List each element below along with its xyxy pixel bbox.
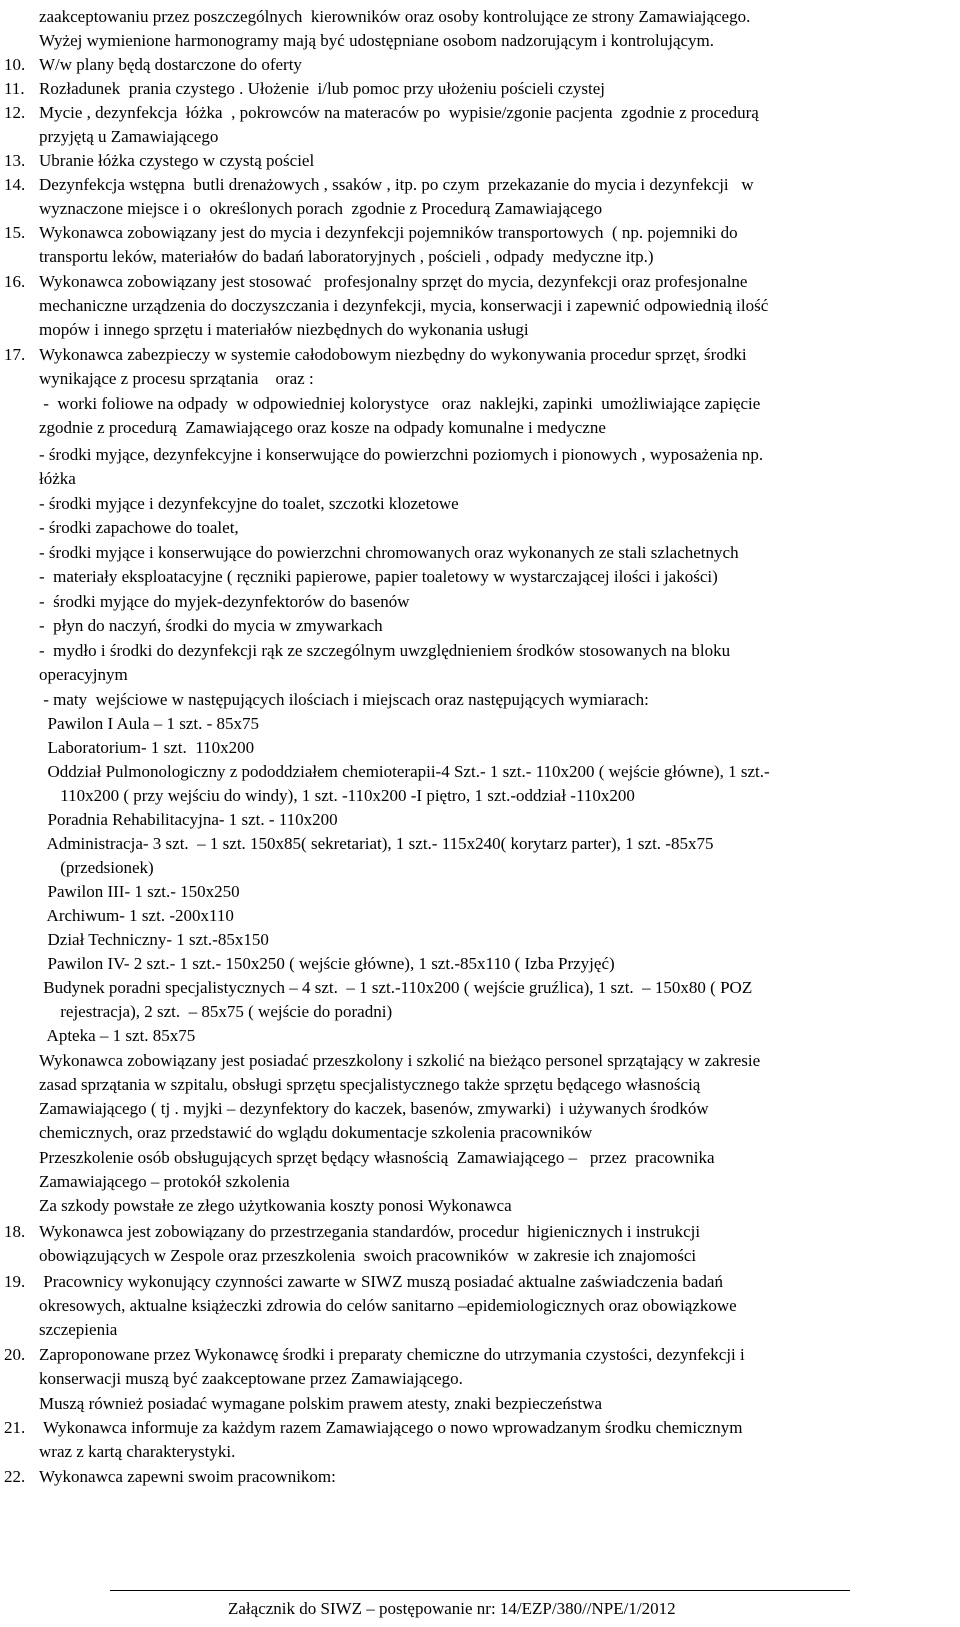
text-line: (przedsionek): [39, 858, 154, 877]
list-number: 12.: [4, 103, 26, 122]
text-line: okresowych, aktualne książeczki zdrowia do celów sanitarno –epidemiologicznych oraz obowiązkowe: [39, 1296, 737, 1315]
footer-text: Załącznik do SIWZ – postępowanie nr: 14/EZP/380//NPE/1/2012: [228, 1599, 676, 1618]
text-line: - środki myjące do myjek-dezynfektorów do basenów: [39, 592, 410, 611]
list-number: 10.: [4, 55, 26, 74]
text-line: obowiązujących w Zespole oraz przeszkolenia swoich pracowników w zakresie ich znajomości: [39, 1246, 697, 1265]
text-line: wyznaczone miejsce i o określonych porach zgodnie z Procedurą Zamawiającego: [39, 199, 603, 218]
text-line: - płyn do naczyń, środki do mycia w zmywarkach: [39, 616, 383, 635]
text-line: Pawilon III- 1 szt.- 150x250: [39, 882, 240, 901]
text-line: - środki myjące i dezynfekcyjne do toalet, szczotki klozetowe: [39, 494, 459, 513]
text-line: Oddział Pulmonologiczny z pododdziałem chemioterapii-4 Szt.- 1 szt.- 110x200 ( wejście główne), 1 szt.-: [39, 762, 770, 781]
text-line: chemicznych, oraz przedstawić do wglądu dokumentacje szkolenia pracowników: [39, 1123, 593, 1142]
text-line: Mycie , dezynfekcja łóżka , pokrowców na materaców po wypisie/zgonie pacjenta zgodnie z procedurą: [39, 103, 759, 122]
text-line: szczepienia: [39, 1320, 118, 1339]
text-line: Zamawiającego ( tj . myjki – dezynfektory do kaczek, basenów, zmywarki) i używanych środków: [39, 1099, 709, 1118]
text-line: Muszą również posiadać wymagane polskim prawem atesty, znaki bezpieczeństwa: [39, 1394, 602, 1413]
text-line: Pawilon I Aula – 1 szt. - 85x75: [39, 714, 260, 733]
text-line: operacyjnym: [39, 665, 128, 684]
text-line: 110x200 ( przy wejściu do windy), 1 szt. -110x200 -I piętro, 1 szt.-oddział -110x200: [39, 786, 635, 805]
footer-rule: [150, 1590, 850, 1591]
text-line: mechaniczne urządzenia do doczyszczania i dezynfekcji, mycia, konserwacji i zapewnić odpowiednią ilość: [39, 296, 769, 315]
list-number: 21.: [4, 1418, 26, 1437]
text-line: - środki myjące i konserwujące do powierzchni chromowanych oraz wykonanych ze stali szlachetnych: [39, 543, 739, 562]
text-line: Zamawiającego – protokół szkolenia: [39, 1172, 290, 1191]
text-line: - worki foliowe na odpady w odpowiedniej kolorystyce oraz naklejki, zapinki umożliwiające zapięcie: [39, 394, 761, 413]
text-line: Wykonawca jest zobowiązany do przestrzegania standardów, procedur higienicznych i instrukcji: [39, 1222, 701, 1241]
text-line: konserwacji muszą być zaakceptowane przez Zamawiającego.: [39, 1369, 463, 1388]
list-number: 15.: [4, 223, 26, 242]
text-line: Poradnia Rehabilitacyjna- 1 szt. - 110x200: [39, 810, 338, 829]
text-line: - środki zapachowe do toalet,: [39, 518, 239, 537]
text-line: Za szkody powstałe ze złego użytkowania koszty ponosi Wykonawca: [39, 1196, 512, 1215]
text-line: Pracownicy wykonujący czynności zawarte w SIWZ muszą posiadać aktualne zaświadczenia badań: [39, 1272, 723, 1291]
text-line: wynikające z procesu sprzątania oraz :: [39, 369, 314, 388]
text-line: Wykonawca zabezpieczy w systemie całodobowym niezbędny do wykonywania procedur sprzęt, środki: [39, 345, 747, 364]
text-line: - maty wejściowe w następujących ilościach i miejscach oraz następujących wymiarach:: [39, 690, 649, 709]
text-line: W/w plany będą dostarczone do oferty: [39, 55, 302, 74]
text-line: Przeszkolenie osób obsługujących sprzęt będący własnością Zamawiającego – przez pracownika: [39, 1148, 715, 1167]
list-number: 22.: [4, 1467, 26, 1486]
text-line: - środki myjące, dezynfekcyjne i konserwujące do powierzchni poziomych i pionowych , wyposażenia np.: [39, 445, 764, 464]
text-line: mopów i innego sprzętu i materiałów niezbędnych do wykonania usługi: [39, 320, 529, 339]
text-line: Ubranie łóżka czystego w czystą pościel: [39, 151, 315, 170]
text-line: wraz z kartą charakterystyki.: [39, 1442, 236, 1461]
text-line: Dział Techniczny- 1 szt.-85x150: [39, 930, 269, 949]
text-line: Wyżej wymienione harmonogramy mają być udostępniane osobom nadzorującym i kontrolującym.: [39, 31, 715, 50]
text-line: Pawilon IV- 2 szt.- 1 szt.- 150x250 ( wejście główne), 1 szt.-85x110 ( Izba Przyjęć): [39, 954, 615, 973]
text-line: Laboratorium- 1 szt. 110x200: [39, 738, 255, 757]
text-line: zgodnie z procedurą Zamawiającego oraz kosze na odpady komunalne i medyczne: [39, 418, 606, 437]
text-line: Wykonawca zapewni swoim pracownikom:: [39, 1467, 336, 1486]
footer-short-rule: [110, 1590, 150, 1591]
text-line: Budynek poradni specjalistycznych – 4 szt. – 1 szt.-110x200 ( wejście gruźlica), 1 szt. – 150x80 ( POZ: [39, 978, 753, 997]
text-line: transportu leków, materiałów do badań laboratoryjnych , pościeli , odpady medyczne itp.): [39, 247, 654, 266]
list-number: 18.: [4, 1222, 26, 1241]
list-number: 17.: [4, 345, 26, 364]
list-number: 11.: [4, 79, 25, 98]
text-line: Dezynfekcja wstępna butli drenażowych , ssaków , itp. po czym przekazanie do mycia i dezynfekcji w: [39, 175, 754, 194]
text-line: zasad sprzątania w szpitalu, obsługi sprzętu specjalistycznego także sprzętu będącego własnością: [39, 1075, 701, 1094]
list-number: 14.: [4, 175, 26, 194]
text-line: rejestracja), 2 szt. – 85x75 ( wejście do poradni): [39, 1002, 393, 1021]
list-number: 13.: [4, 151, 26, 170]
text-line: - mydło i środki do dezynfekcji rąk ze szczególnym uwzględnieniem środków stosowanych na bloku: [39, 641, 731, 660]
text-line: - materiały eksploatacyjne ( ręczniki papierowe, papier toaletowy w wystarczającej ilości i jakości): [39, 567, 718, 586]
text-line: Administracja- 3 szt. – 1 szt. 150x85( sekretariat), 1 szt.- 115x240( korytarz parter), 1 szt. -85x75: [39, 834, 714, 853]
text-line: przyjętą u Zamawiającego: [39, 127, 219, 146]
list-number: 16.: [4, 272, 26, 291]
text-line: Wykonawca zobowiązany jest posiadać przeszkolony i szkolić na bieżąco personel sprzątający w zakresie: [39, 1051, 761, 1070]
text-line: Apteka – 1 szt. 85x75: [39, 1026, 196, 1045]
text-line: łóżka: [39, 469, 76, 488]
list-number: 19.: [4, 1272, 26, 1291]
text-line: Zaproponowane przez Wykonawcę środki i preparaty chemiczne do utrzymania czystości, dezynfekcji i: [39, 1345, 745, 1364]
text-line: Wykonawca zobowiązany jest do mycia i dezynfekcji pojemników transportowych ( np. pojemniki do: [39, 223, 738, 242]
text-line: Rozładunek prania czystego . Ułożenie i/lub pomoc przy ułożeniu pościeli czystej: [39, 79, 606, 98]
list-number: 20.: [4, 1345, 26, 1364]
text-line: zaakceptowaniu przez poszczególnych kierowników oraz osoby kontrolujące ze strony Zamawiającego.: [39, 7, 751, 26]
text-line: Wykonawca zobowiązany jest stosować profesjonalny sprzęt do mycia, dezynfekcji oraz profesjonalne: [39, 272, 748, 291]
text-line: Archiwum- 1 szt. -200x110: [39, 906, 234, 925]
text-line: Wykonawca informuje za każdym razem Zamawiającego o nowo wprowadzanym środku chemicznym: [39, 1418, 743, 1437]
